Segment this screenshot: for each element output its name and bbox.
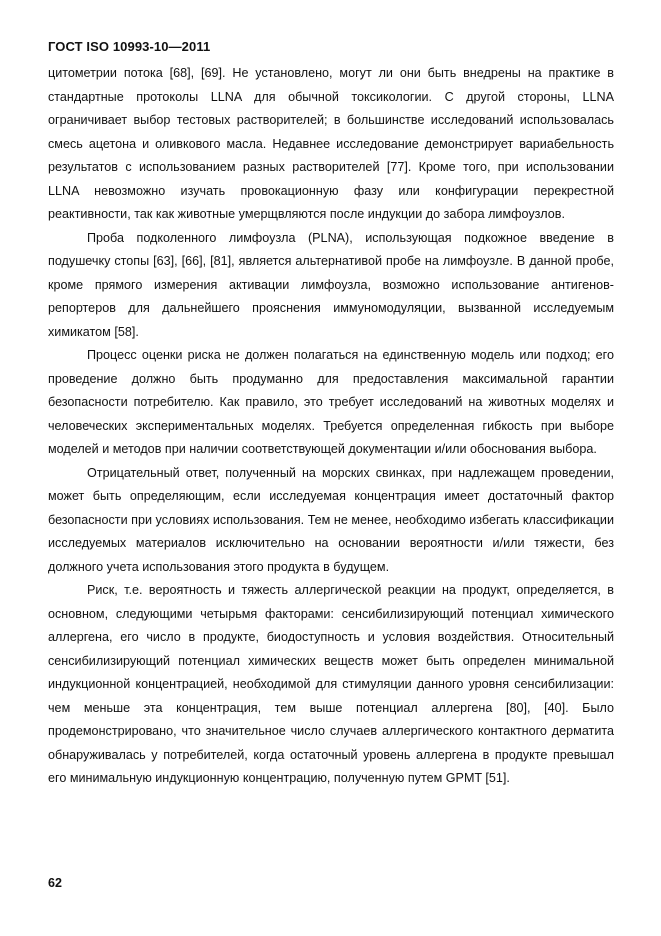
paragraph-risk-assessment: Процесс оценки риска не должен полагаться на единственную модель или подход; его проведение должно быть продуманно для предоставления максимальной гарантии безопасности потребителю. Как правило, это требует исследований на животных моделях и человеческих экспериментальных моделях. Требуется определенная гибкость при выборе моделей и методов при наличии соответствующей документации и/или обоснования выбора. bbox=[48, 348, 614, 456]
document-standard-header: ГОСТ ISO 10993-10—2011 bbox=[48, 39, 211, 54]
paragraph-negative-response: Отрицательный ответ, полученный на морских свинках, при надлежащем проведении, может быть определяющим, если исследуемая концентрация имеет достаточный фактор безопасности при условиях использования. Тем не менее, необходимо избегать классификации исследуемых материалов исключительно на основании вероятности и/или тяжести, без должного учета использования этого продукта в будущем. bbox=[48, 465, 614, 574]
paragraph-risk-factors: Риск, т.е. вероятность и тяжесть аллергической реакции на продукт, определяется, в основном, следующими четырьмя факторами: сенсибилизирующий потенциал химического аллергена, его число в продукте, биодоступность и условия воздействия. Относительный сенсибилизирующий потенциал химических веществ может быть определен минимальной индукционной концентрацией, необходимой для стимуляции данного уровня сенсибилизации: чем меньше эта концентрация, тем выше потенциал аллергена [80], [40]. Было продемонстрировано, что значительное число случаев аллергического контактного дерматита обнаруживалась у потребителей, когда остаточный уровень аллергена в продукте превышал его минимальную индукционную концентрацию, полученную путем GPMT [51]. bbox=[48, 583, 614, 785]
page-number: 62 bbox=[48, 876, 62, 890]
paragraph-plna: Проба подколенного лимфоузла (PLNA), использующая подкожное введение в подушечку стопы [63], [66], [81], является альтернативой пробе на лимфоузле. В данной пробе, кроме прямого измерения активации лимфоузла, возможно использование антигенов-репортеров для дальнейшего прояснения иммуномодуляции, вызванной исследуемым химикатом [58]. bbox=[48, 230, 614, 339]
document-body bbox=[48, 62, 614, 791]
paragraph-continued: цитометрии потока [68], [69]. Не установлено, могут ли они быть внедрены на практике в стандартные протоколы LLNA для обычной токсикологии. С другой стороны, LLNA ограничивает выбор тестовых растворителей; в большинстве исследований использовалась смесь ацетона и оливкового масла. Недавнее исследование демонстрирует вариабельность результатов с использованием разных растворителей [77]. Кроме того, при использовании LLNA невозможно изучать провокационную фазу или конфигурации перекрестной реактивности, так как животные умерщвляются после индукции до забора лимфоузлов. bbox=[48, 66, 614, 221]
